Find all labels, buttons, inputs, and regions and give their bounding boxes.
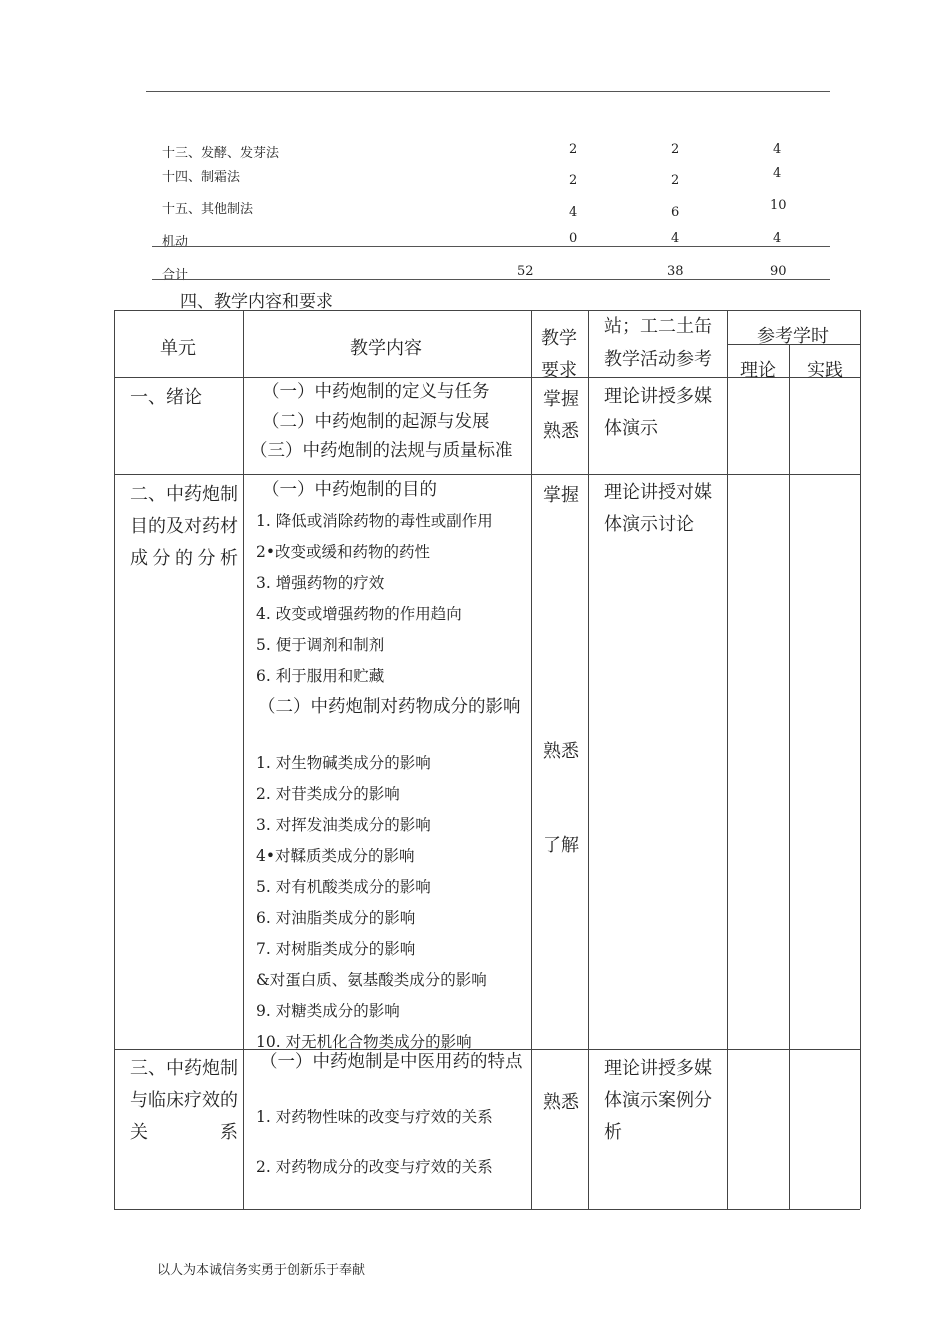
summary-total-theory: 52 bbox=[517, 264, 534, 279]
summary-divider bbox=[152, 246, 830, 247]
row2-item: 2•改变或缓和药物的药性 bbox=[256, 543, 431, 561]
row2-item: 4•对鞣质类成分的影响 bbox=[256, 847, 415, 865]
summary-bottom-rule bbox=[152, 279, 830, 280]
row2-item: 10. 对无机化合物类成分的影响 bbox=[256, 1033, 472, 1051]
summary-row-total: 4 bbox=[773, 166, 782, 181]
summary-row-theory: 4 bbox=[569, 205, 578, 220]
row2-section2: （二）中药炮制对药物成分的影响 bbox=[258, 697, 521, 717]
summary-row-practice: 6 bbox=[671, 205, 680, 220]
header-theory: 理论 bbox=[740, 360, 776, 381]
row2-item: 1. 对生物碱类成分的影响 bbox=[256, 754, 431, 772]
summary-row-name: 机动 bbox=[162, 235, 189, 250]
header-req-line1: 教学 bbox=[541, 328, 577, 349]
col-divider bbox=[243, 310, 244, 1209]
header-practice: 实践 bbox=[807, 360, 843, 381]
summary-row-theory: 0 bbox=[569, 231, 578, 246]
col-divider bbox=[789, 344, 790, 1209]
table-row-divider bbox=[114, 474, 860, 475]
col-divider bbox=[727, 310, 728, 1209]
section-heading: 四、教学内容和要求 bbox=[180, 292, 333, 312]
row2-item: 5. 对有机酸类成分的影响 bbox=[256, 878, 431, 896]
summary-row-total: 10 bbox=[770, 198, 787, 213]
top-rule bbox=[146, 91, 830, 92]
summary-total-total: 90 bbox=[770, 264, 787, 279]
summary-row-name: 十三、发酵、发芽法 bbox=[162, 146, 280, 161]
summary-row-total: 4 bbox=[773, 231, 782, 246]
header-req-line2: 要求 bbox=[541, 360, 577, 381]
row3-section1: （一）中药炮制是中医用药的特点 bbox=[260, 1052, 523, 1072]
row2-req: 掌握 bbox=[543, 485, 579, 506]
summary-row-practice: 2 bbox=[671, 173, 680, 188]
row2-item: 3. 对挥发油类成分的影响 bbox=[256, 816, 431, 834]
summary-row-theory: 2 bbox=[569, 142, 578, 157]
header-activity: 教学活动参考 bbox=[604, 349, 712, 370]
row1-unit: 一、绪论 bbox=[130, 387, 202, 408]
summary-total-practice: 38 bbox=[667, 264, 684, 279]
col-divider bbox=[531, 310, 532, 1209]
header-activity-garbled: 站；工二土缶 bbox=[604, 316, 712, 337]
row1-content-item: （一）中药炮制的定义与任务 bbox=[262, 382, 490, 402]
row2-item: 6. 利于服用和贮藏 bbox=[256, 667, 385, 685]
row3-unit: 三、中药炮制与临床疗效的关系 bbox=[130, 1058, 238, 1143]
row1-req: 熟悉 bbox=[543, 421, 579, 442]
row2-activity: 理论讲授对媒体演示讨论 bbox=[604, 482, 712, 535]
row1-req: 掌握 bbox=[543, 389, 579, 410]
row2-section1: （一）中药炮制的目的 bbox=[262, 480, 437, 500]
table-row-divider bbox=[114, 1049, 860, 1050]
row2-unit: 二、中药炮制目的及对药材成分的分析 bbox=[130, 484, 238, 569]
row2-item: 5. 便于调剂和制剂 bbox=[256, 636, 385, 654]
table-border-top bbox=[114, 310, 860, 311]
header-unit: 单元 bbox=[160, 338, 196, 359]
row1-content-item: （三）中药炮制的法规与质量标准 bbox=[250, 441, 513, 461]
header-content: 教学内容 bbox=[350, 338, 422, 359]
table-border-bottom bbox=[114, 1209, 860, 1210]
row2-item: 1. 降低或消除药物的毒性或副作用 bbox=[256, 512, 493, 530]
col-divider bbox=[588, 310, 589, 1209]
table-border-right bbox=[860, 310, 861, 1209]
summary-row-total: 4 bbox=[773, 142, 782, 157]
summary-row-name: 十五、其他制法 bbox=[162, 202, 254, 217]
row2-item: 9. 对糖类成分的影响 bbox=[256, 1002, 400, 1020]
row2-item: 6. 对油脂类成分的影响 bbox=[256, 909, 416, 927]
row2-item: 4. 改变或增强药物的作用趋向 bbox=[256, 605, 462, 623]
row2-item: 7. 对树脂类成分的影响 bbox=[256, 940, 416, 958]
row3-activity: 理论讲授多媒体演示案例分析 bbox=[604, 1058, 712, 1143]
summary-row-name: 十四、制霜法 bbox=[162, 170, 241, 185]
row2-req: 熟悉 bbox=[543, 741, 579, 762]
row2-req: 了解 bbox=[543, 835, 579, 856]
summary-row-practice: 4 bbox=[671, 231, 680, 246]
row2-item: 2. 对苷类成分的影响 bbox=[256, 785, 400, 803]
table-border-left bbox=[114, 310, 115, 1209]
row3-item: 1. 对药物性味的改变与疗效的关系 bbox=[256, 1108, 493, 1126]
row2-item: 3. 增强药物的疗效 bbox=[256, 574, 385, 592]
row1-content-item-clip bbox=[250, 438, 531, 474]
row3-item: 2. 对药物成分的改变与疗效的关系 bbox=[256, 1158, 493, 1176]
footer-motto: 以人为本诚信务实勇于创新乐于奉献 bbox=[157, 1263, 366, 1278]
row2-item: &对蛋白质、氨基酸类成分的影响 bbox=[256, 971, 487, 989]
summary-row-practice: 2 bbox=[671, 142, 680, 157]
row1-content-item: （二）中药炮制的起源与发展 bbox=[262, 412, 490, 432]
row1-activity: 理论讲授多媒体演示 bbox=[604, 386, 712, 439]
summary-total-label: 合计 bbox=[162, 268, 189, 283]
header-ref-hours: 参考学时 bbox=[757, 326, 829, 347]
summary-row-theory: 2 bbox=[569, 173, 578, 188]
row3-req: 熟悉 bbox=[543, 1092, 579, 1113]
